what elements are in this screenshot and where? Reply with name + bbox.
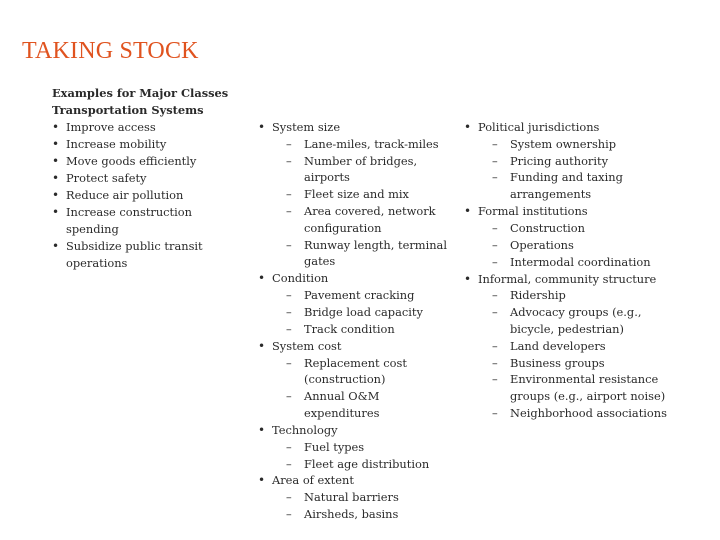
sub-item: – Advocacy groups (e.g., bicycle, pedestrian) [478,304,669,338]
sub-item: – Area covered, network configuration [272,203,458,237]
column-3 [464,119,669,422]
bullet-label: Improve access [66,120,156,134]
bullet-item [258,270,458,337]
sub-item: – System ownership [478,136,669,153]
bullet-label: Technology [272,422,338,437]
sub-list [272,287,458,337]
bullet-item [52,204,242,238]
column-1 [52,119,242,271]
sub-item: – Runway length, terminal gates [272,237,458,271]
sub-item: – Lane-miles, track-miles [272,136,458,153]
bullet-item [464,119,669,203]
bullet-label: Increase construction spending [66,204,192,236]
sub-item: – Annual O&M expenditures [272,388,458,422]
bullet-label: Formal institutions [478,204,588,219]
sub-list [478,136,669,203]
sub-item: – Fuel types [272,439,458,456]
figure-heading [52,85,228,119]
column-1-list [52,119,242,271]
bullet-label: Reduce air pollution [66,187,184,202]
bullet-item [52,170,242,187]
sub-item: – Business groups [478,355,669,372]
sub-list [478,287,669,421]
sub-list [478,220,669,270]
sub-list [272,355,458,422]
bullet-item [258,472,458,522]
bullet-item [52,136,242,153]
sub-item: – Natural barriers [272,489,458,506]
sub-list [272,489,458,523]
bullet-label: Political jurisdictions [478,120,600,134]
sub-item: – Environmental resistance groups (e.g., airport noise) [478,371,669,405]
sub-item: – Fleet age distribution [272,456,458,473]
bullet-item [258,338,458,422]
sub-item: – Construction [478,220,669,237]
bullet-item [464,203,669,270]
bullet-item [52,153,242,170]
sub-item: – Number of bridges, airports [272,153,458,187]
bullet-item [52,119,242,136]
figure-heading-line-2: Transportation Systems [52,102,204,117]
bullet-label: System cost [272,338,342,353]
bullet-label: Subsidize public transit operations [66,238,203,270]
column-3-list [464,119,669,422]
sub-list [272,136,458,270]
bullet-label: Informal, community structure [478,271,657,286]
slide-title: TAKING STOCK [22,38,199,64]
column-2-list [258,119,458,523]
sub-item: – Airsheds, basins [272,506,458,523]
bullet-item [258,422,458,472]
figure-heading-line-1: Examples for Major Classes [52,86,229,100]
sub-item: – Track condition [272,321,458,338]
sub-item: – Intermodal coordination [478,254,669,271]
bullet-label: Condition [272,271,329,286]
bullet-label: System size [272,120,341,134]
bullet-item [258,119,458,270]
sub-item: – Pavement cracking [272,287,458,304]
bullet-label: Move goods efficiently [66,153,197,168]
bullet-label: Protect safety [66,170,147,185]
bullet-label: Increase mobility [66,136,167,151]
sub-item: – Operations [478,237,669,254]
sub-item: – Bridge load capacity [272,304,458,321]
sub-item: – Funding and taxing arrangements [478,169,669,203]
sub-item: – Pricing authority [478,153,669,170]
sub-item: – Neighborhood associations [478,405,669,422]
column-2 [258,119,458,523]
sub-item: – Replacement cost (construction) [272,355,458,389]
sub-item: – Ridership [478,287,669,304]
sub-item: – Fleet size and mix [272,186,458,203]
bullet-label: Area of extent [272,473,354,488]
sub-list [272,439,458,473]
bullet-item [52,238,242,272]
bullet-item [52,187,242,204]
sub-item: – Land developers [478,338,669,355]
figure-scan [40,82,680,522]
bullet-item [464,271,669,422]
